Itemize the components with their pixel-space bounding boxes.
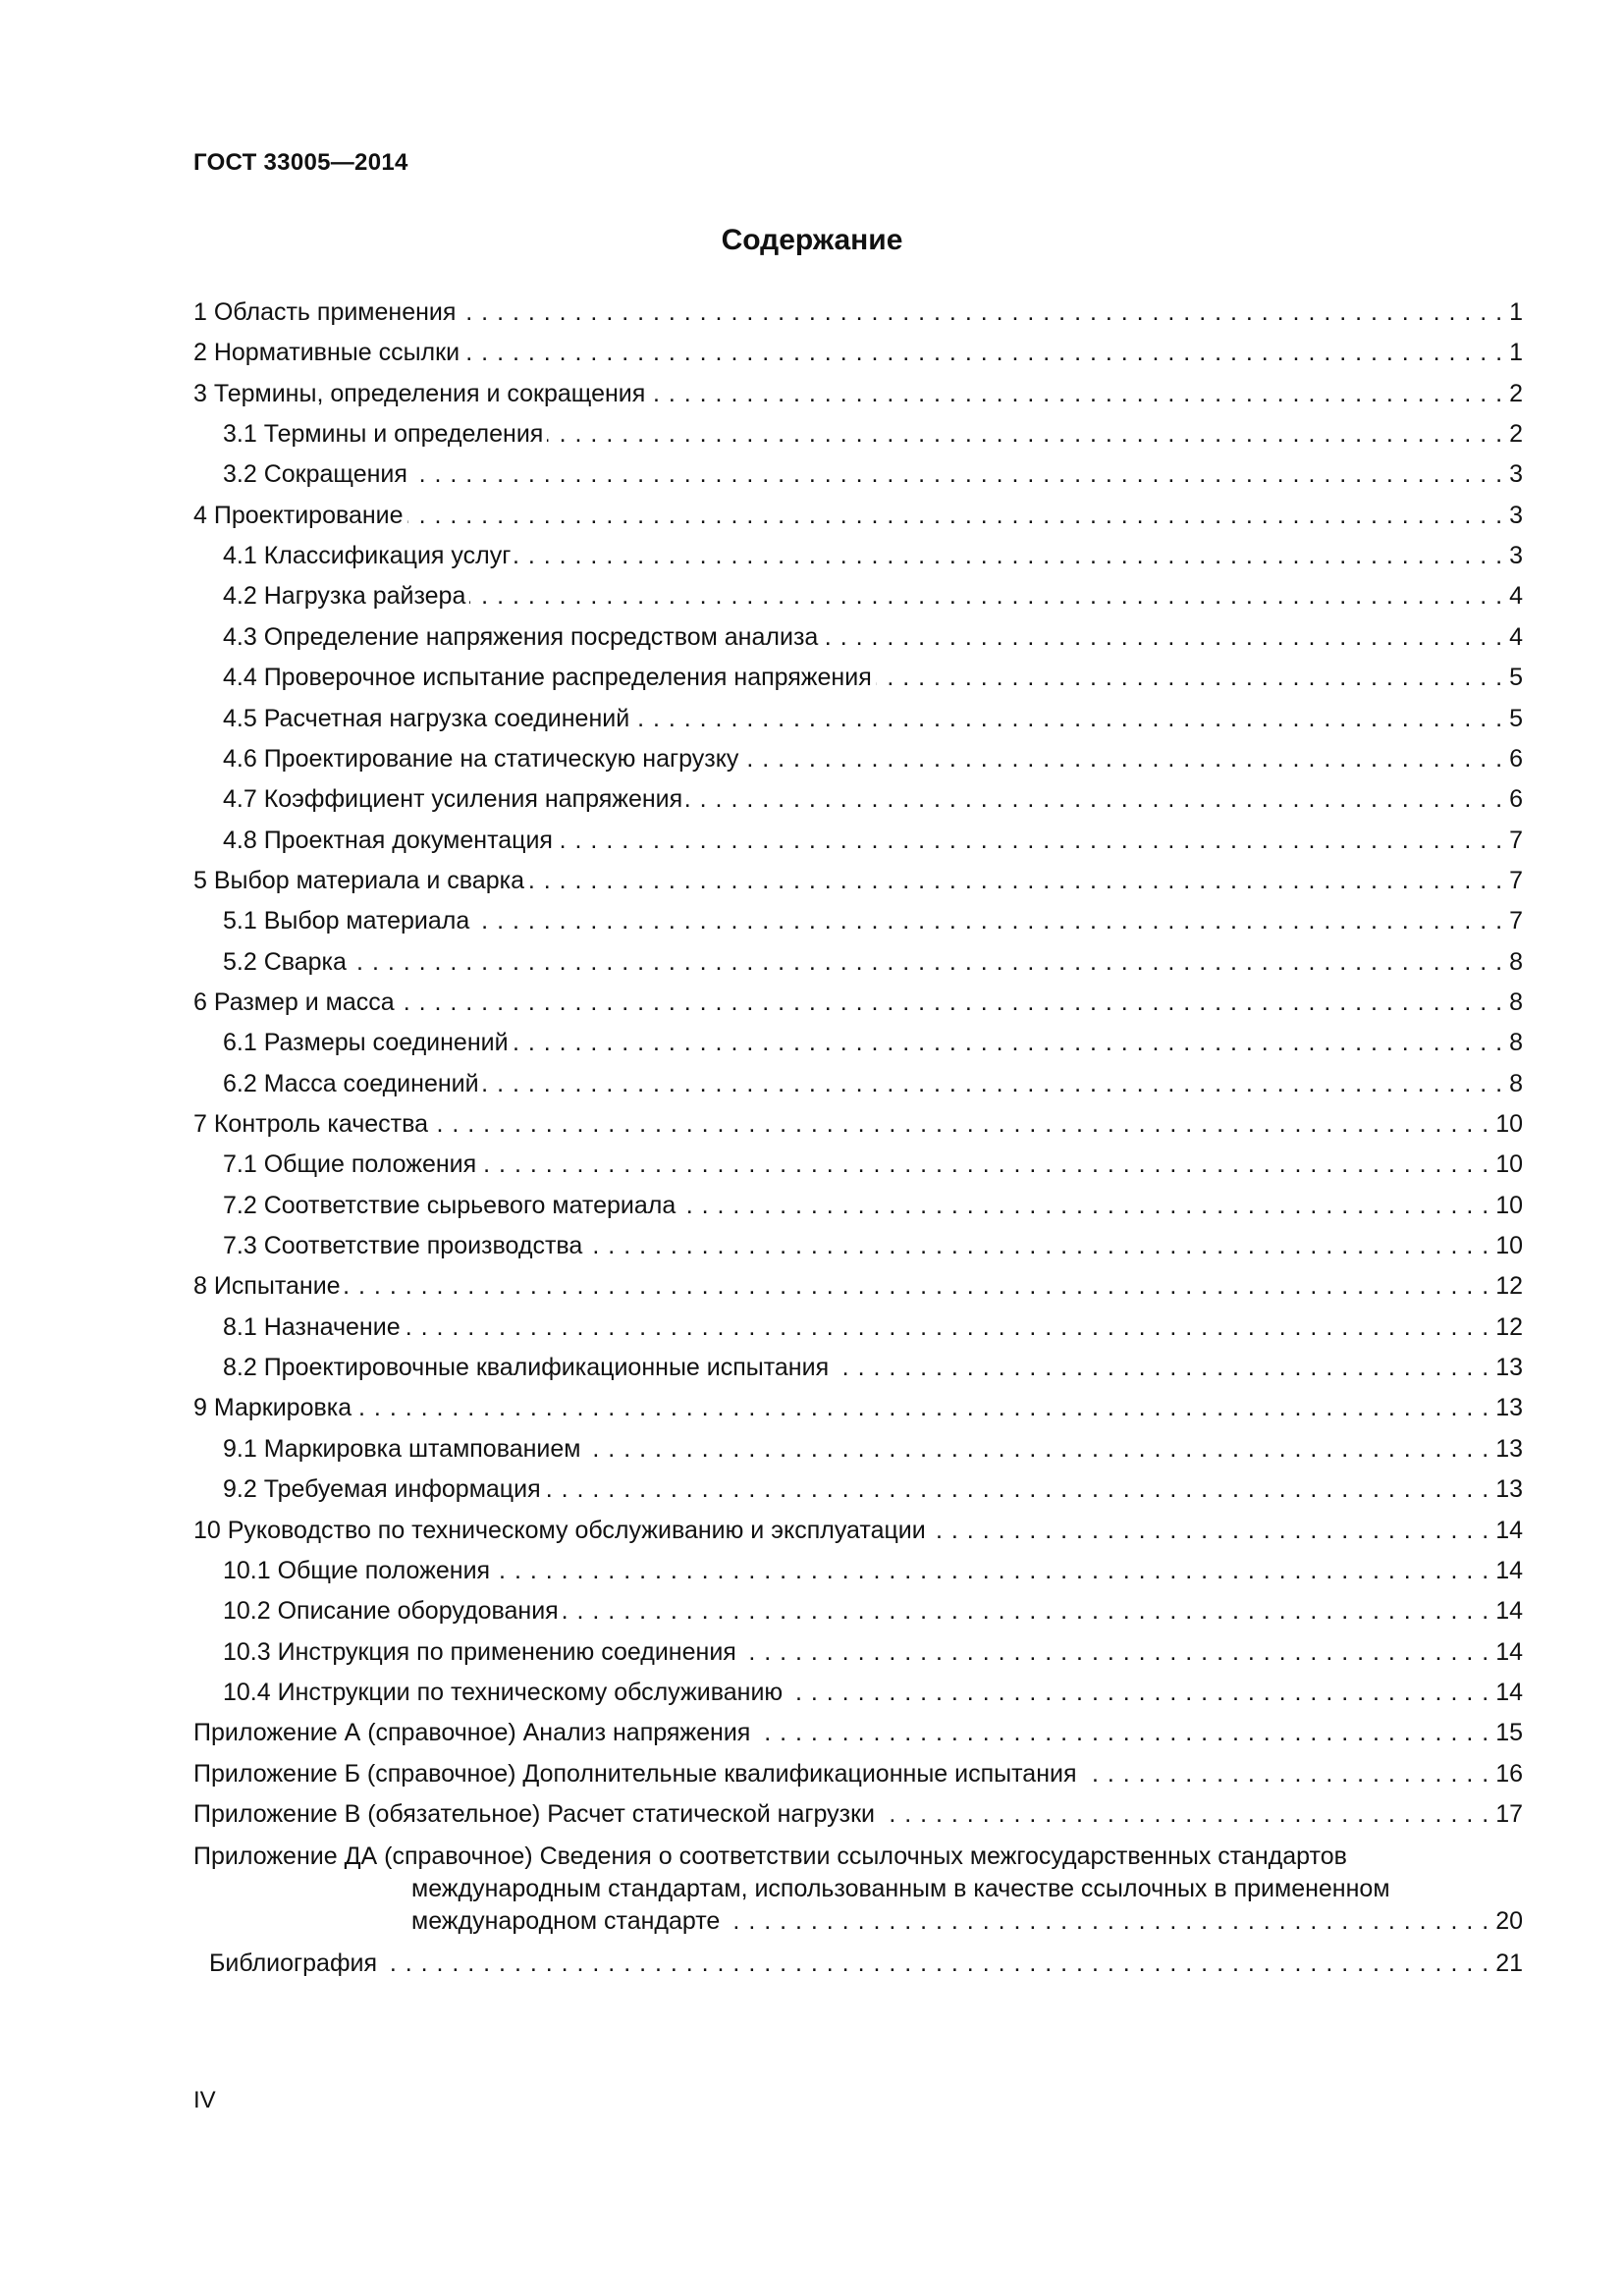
toc-entry-label: 5.2 Сварка: [223, 948, 347, 976]
toc-entry-label: 10.2 Описание оборудования: [223, 1597, 559, 1625]
toc-entry[interactable]: [223, 662, 1523, 693]
dot-leader: [381, 1948, 1489, 1979]
toc-page-number: 15: [1495, 1719, 1523, 1746]
toc-entry-label: 3.2 Сокращения: [223, 460, 407, 488]
toc-entry-label: 4.2 Нагрузка райзера: [223, 582, 466, 610]
toc-entry-label: 2 Нормативные ссылки: [193, 339, 460, 366]
toc-entry-label: 8.1 Назначение: [223, 1313, 401, 1341]
toc-page-number: 12: [1495, 1313, 1523, 1341]
dot-leader: [557, 825, 1503, 856]
toc-entry[interactable]: [223, 1555, 1523, 1586]
toc-entry[interactable]: [223, 540, 1523, 571]
toc-entry-label: 5 Выбор материала и сварка: [193, 867, 524, 894]
toc-entry-label: 10.4 Инструкции по техническому обслуживанию: [223, 1679, 784, 1706]
toc-entry-label: 6.1 Размеры соединений: [223, 1029, 509, 1056]
toc-entry[interactable]: [193, 1798, 1523, 1830]
toc-page-number: 16: [1495, 1760, 1523, 1788]
toc-entry[interactable]: [223, 1068, 1523, 1099]
toc-entry[interactable]: [193, 1515, 1523, 1546]
toc-entry-label: 3.1 Термины и определения: [223, 420, 544, 448]
toc-page-number: 4: [1509, 623, 1523, 651]
dot-leader: [460, 296, 1503, 328]
toc-entry-label: 1 Область применения: [193, 298, 457, 326]
toc-page-number: 3: [1509, 460, 1523, 488]
toc-page-number: 14: [1495, 1557, 1523, 1584]
dot-leader: [345, 1270, 1490, 1302]
toc-page-number: 4: [1509, 582, 1523, 610]
toc-page-number: 6: [1509, 745, 1523, 773]
toc-entry[interactable]: [223, 1352, 1523, 1383]
toc-entry[interactable]: [223, 1311, 1523, 1343]
toc-entry[interactable]: [223, 418, 1523, 450]
toc-entry-label: 4.1 Классификация услуг: [223, 542, 512, 569]
toc-entry[interactable]: [193, 337, 1523, 368]
toc-entry[interactable]: [193, 296, 1523, 328]
dot-leader: [584, 1433, 1489, 1465]
toc-entry-label: 10.1 Общие положения: [223, 1557, 491, 1584]
toc-page-number: 8: [1509, 948, 1523, 976]
toc-page-number: 8: [1509, 988, 1523, 1016]
toc-entry-label: 10.3 Инструкция по применению соединения: [223, 1638, 736, 1666]
toc-page-number: 3: [1509, 542, 1523, 569]
toc-entry-label: 7.2 Соответствие сырьевого материала: [223, 1192, 677, 1219]
dot-leader: [879, 1798, 1489, 1830]
dot-leader: [633, 703, 1503, 734]
dot-leader: [351, 946, 1503, 978]
toc-entry-label: Библиография: [209, 1949, 378, 1977]
toc-entry[interactable]: [223, 1636, 1523, 1668]
dot-leader: [754, 1717, 1489, 1748]
toc-entry[interactable]: [193, 1717, 1523, 1748]
toc-entry-label: 3 Термины, определения и сокращения: [193, 380, 646, 407]
toc-entry-label: 4.5 Расчетная нагрузка соединений: [223, 705, 630, 732]
page-title: Содержание: [721, 224, 903, 256]
toc-page-number: 1: [1509, 298, 1523, 326]
toc-entry[interactable]: [193, 500, 1523, 531]
toc-entry-appendix-da[interactable]: [193, 1841, 1523, 1938]
toc-page-number: 14: [1495, 1597, 1523, 1625]
toc-page-number: 3: [1509, 502, 1523, 529]
toc-entry-label: 7.1 Общие положения: [223, 1150, 477, 1178]
toc-entry-label: 4 Проектирование: [193, 502, 404, 529]
toc-page-number: 17: [1495, 1800, 1523, 1828]
toc-entry[interactable]: [223, 905, 1523, 936]
toc-page-number: 10: [1495, 1110, 1523, 1138]
toc-page-number: 12: [1495, 1272, 1523, 1300]
toc-entry-label: Приложение В (обязательное) Расчет статической нагрузки: [193, 1800, 875, 1828]
toc-entry-label: 7 Контроль качества: [193, 1110, 429, 1138]
toc-entry-label: 6.2 Масса соединений: [223, 1070, 479, 1097]
dot-leader: [405, 1311, 1490, 1343]
toc-entry-label: 5.1 Выбор материала: [223, 907, 470, 934]
toc-page-number: 20: [1495, 1907, 1523, 1935]
toc-entry-label: 4.4 Проверочное испытание распределения напряжения: [223, 664, 872, 691]
dot-leader: [686, 783, 1503, 815]
dot-leader: [513, 1027, 1504, 1058]
toc-entry[interactable]: [193, 865, 1523, 896]
toc-page-number: 13: [1495, 1354, 1523, 1381]
dot-leader: [545, 1473, 1490, 1505]
dot-leader: [930, 1515, 1489, 1546]
toc-entry[interactable]: [223, 783, 1523, 815]
dot-leader: [483, 1068, 1503, 1099]
toc-entry-label-cont: международном стандарте: [411, 1907, 721, 1935]
dot-leader: [1081, 1758, 1490, 1789]
toc-page-number: 10: [1495, 1232, 1523, 1259]
toc-page-number: 2: [1509, 420, 1523, 448]
toc-page-number: 7: [1509, 827, 1523, 854]
page-number: IV: [193, 2087, 216, 2113]
document-code: ГОСТ 33005—2014: [193, 149, 408, 176]
dot-leader: [822, 621, 1503, 653]
dot-leader: [786, 1677, 1489, 1708]
dot-leader: [742, 743, 1503, 774]
dot-leader: [463, 337, 1503, 368]
dot-leader: [355, 1392, 1489, 1423]
dot-leader: [407, 500, 1504, 531]
toc-entry[interactable]: [223, 580, 1523, 612]
dot-leader: [514, 540, 1503, 571]
toc-entry-label: 4.7 Коэффициент усиления напряжения: [223, 785, 683, 813]
toc-entry-label: 9.1 Маркировка штампованием: [223, 1435, 581, 1463]
dot-leader: [411, 458, 1503, 490]
toc-entry[interactable]: [223, 946, 1523, 978]
toc-page-number: 14: [1495, 1517, 1523, 1544]
dot-leader: [432, 1108, 1489, 1140]
dot-leader: [876, 662, 1503, 693]
toc-entry-label: 10 Руководство по техническому обслуживанию и эксплуатации: [193, 1517, 926, 1544]
toc-entry[interactable]: [223, 1473, 1523, 1505]
toc-entry[interactable]: [193, 1270, 1523, 1302]
toc-entry[interactable]: [193, 1758, 1523, 1789]
toc-entry[interactable]: [223, 1027, 1523, 1058]
dot-leader: [586, 1230, 1489, 1261]
toc-entry[interactable]: [223, 1677, 1523, 1708]
toc-page-number: 5: [1509, 705, 1523, 732]
toc-entry-label: 8 Испытание: [193, 1272, 341, 1300]
toc-entry-label: 9.2 Требуемая информация: [223, 1475, 541, 1503]
toc-page-number: 14: [1495, 1638, 1523, 1666]
toc-entry-label: 7.3 Соответствие производства: [223, 1232, 583, 1259]
toc-page-number: 13: [1495, 1475, 1523, 1503]
toc-entry[interactable]: [223, 1148, 1523, 1180]
toc-entry[interactable]: [223, 1433, 1523, 1465]
dot-leader: [547, 418, 1503, 450]
toc-page-number: 10: [1495, 1192, 1523, 1219]
toc-page-number: 8: [1509, 1029, 1523, 1056]
toc-entry-label: 8.2 Проектировочные квалификационные испытания: [223, 1354, 830, 1381]
dot-leader: [649, 378, 1503, 409]
toc-entry-bibliography[interactable]: [209, 1948, 1523, 1979]
toc-entry-label: 6 Размер и масса: [193, 988, 395, 1016]
dot-leader: [528, 865, 1503, 896]
toc-page-number: 21: [1495, 1949, 1523, 1977]
toc-page-number: 2: [1509, 380, 1523, 407]
dot-leader: [480, 1148, 1489, 1180]
toc-entry[interactable]: [193, 1108, 1523, 1140]
toc-entry[interactable]: [223, 703, 1523, 734]
toc-entry[interactable]: [193, 1392, 1523, 1423]
toc-entry[interactable]: [223, 458, 1523, 490]
toc-entry[interactable]: [223, 825, 1523, 856]
toc-entry-label: Приложение Б (справочное) Дополнительные квалификационные испытания: [193, 1760, 1077, 1788]
toc-entry[interactable]: [193, 987, 1523, 1018]
toc-entry-label-cont: международным стандартам, использованным в качестве ссылочных в примененном: [411, 1875, 1390, 1902]
toc-entry[interactable]: [223, 1595, 1523, 1627]
toc-entry[interactable]: [193, 378, 1523, 409]
toc-page-number: 6: [1509, 785, 1523, 813]
toc-page-number: 7: [1509, 907, 1523, 934]
toc-page-number: 14: [1495, 1679, 1523, 1706]
toc-entry-label: Приложение А (справочное) Анализ напряжения: [193, 1719, 751, 1746]
dot-leader: [724, 1905, 1489, 1938]
dot-leader: [473, 905, 1503, 936]
toc-entry[interactable]: [223, 1230, 1523, 1261]
toc-page-number: 10: [1495, 1150, 1523, 1178]
toc-page-number: 5: [1509, 664, 1523, 691]
dot-leader: [469, 580, 1503, 612]
toc-entry-label: 9 Маркировка: [193, 1394, 352, 1421]
dot-leader: [563, 1595, 1489, 1627]
dot-leader: [399, 987, 1503, 1018]
toc-entry[interactable]: [223, 621, 1523, 653]
toc-entry-label: 4.6 Проектирование на статическую нагрузку: [223, 745, 739, 773]
dot-leader: [740, 1636, 1489, 1668]
dot-leader: [679, 1190, 1489, 1221]
dot-leader: [833, 1352, 1489, 1383]
toc-entry[interactable]: [223, 743, 1523, 774]
toc-entry-label: 4.8 Проектная документация: [223, 827, 553, 854]
toc-entry-label: Приложение ДА (справочное) Сведения о соответствии ссылочных межгосударственных стандартов: [193, 1842, 1347, 1870]
toc-page-number: 8: [1509, 1070, 1523, 1097]
toc-page-number: 13: [1495, 1394, 1523, 1421]
toc-entry[interactable]: [223, 1190, 1523, 1221]
toc-page-number: 13: [1495, 1435, 1523, 1463]
toc-entry-label: 4.3 Определение напряжения посредством анализа: [223, 623, 819, 651]
toc-page-number: 1: [1509, 339, 1523, 366]
dot-leader: [494, 1555, 1489, 1586]
toc-page-number: 7: [1509, 867, 1523, 894]
